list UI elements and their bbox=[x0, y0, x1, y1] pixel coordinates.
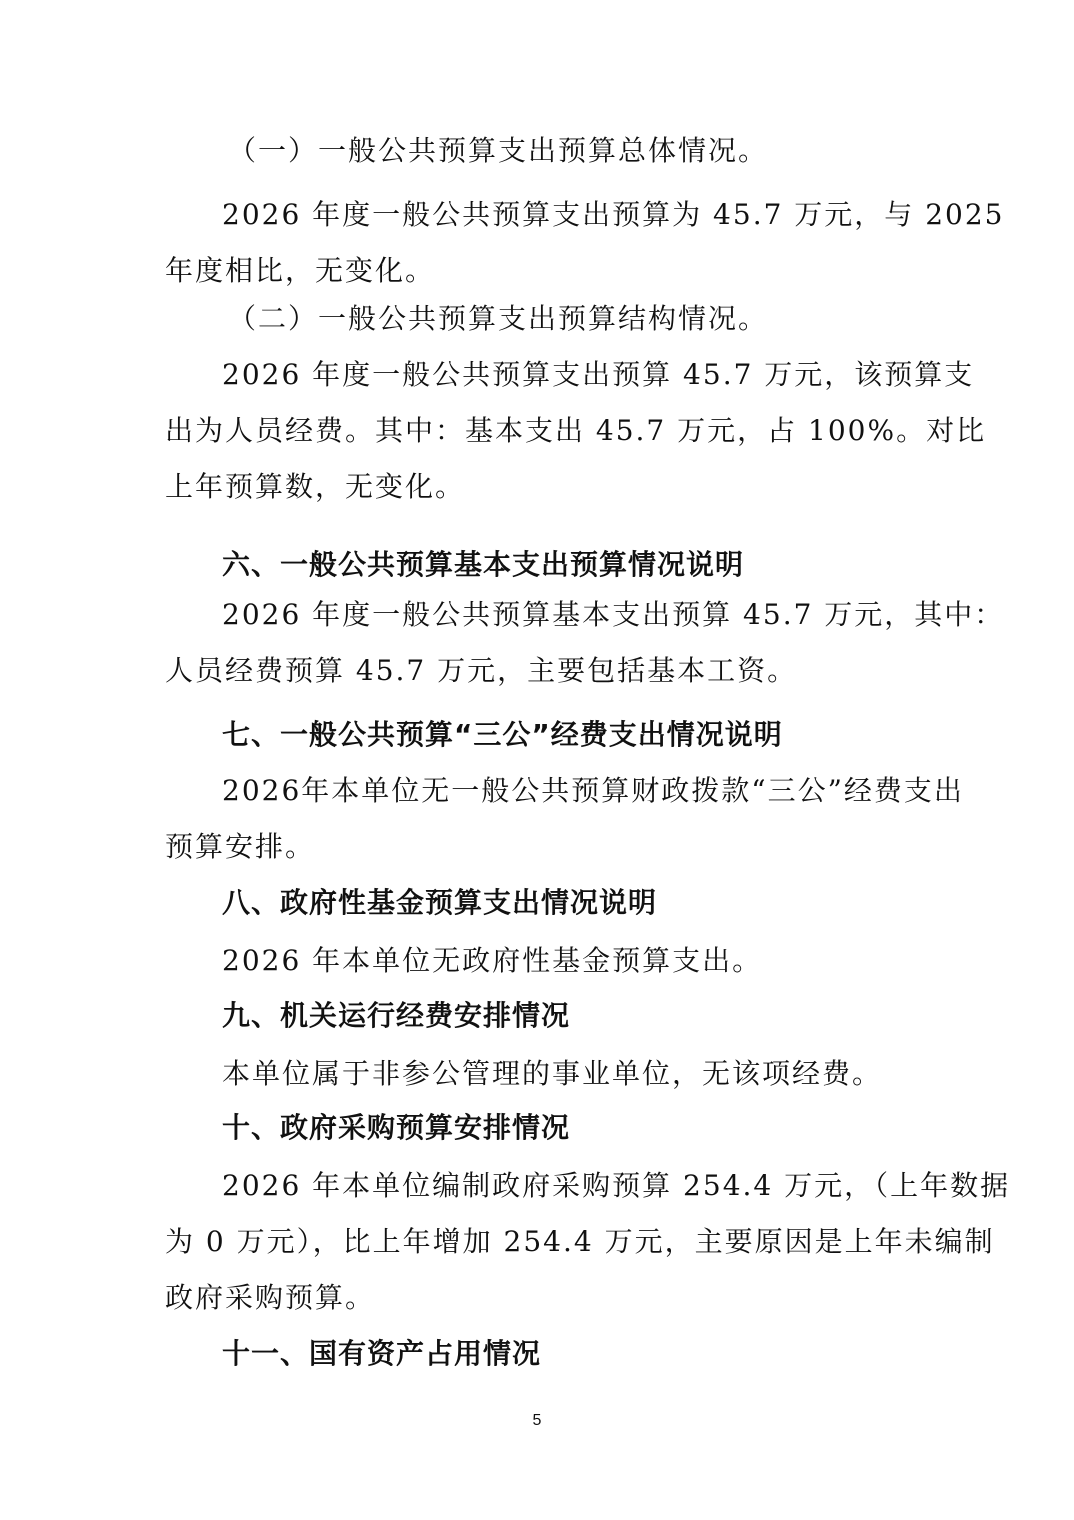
section-heading-three-public: 七、一般公共预算“三公”经费支出情况说明 bbox=[222, 718, 783, 751]
paragraph-line: 2026 年本单位编制政府采购预算 254.4 万元，（上年数据 bbox=[222, 1169, 1011, 1202]
subsection-title-structure: （二）一般公共预算支出预算结构情况。 bbox=[228, 302, 769, 335]
paragraph-line: 为 0 万元），比上年增加 254.4 万元，主要原因是上年未编制 bbox=[165, 1225, 995, 1258]
section-heading-basic-expenditure: 六、一般公共预算基本支出预算情况说明 bbox=[222, 548, 745, 581]
subsection-title-overall: （一）一般公共预算支出预算总体情况。 bbox=[228, 134, 769, 167]
section-heading-fund-budget: 八、政府性基金预算支出情况说明 bbox=[222, 886, 658, 919]
section-heading-procurement: 十、政府采购预算安排情况 bbox=[222, 1111, 571, 1144]
paragraph-line: 年度相比，无变化。 bbox=[165, 254, 436, 287]
paragraph-line: 2026 年度一般公共预算支出预算为 45.7 万元，与 2025 bbox=[222, 198, 1005, 231]
paragraph-line: 2026 年度一般公共预算支出预算 45.7 万元，该预算支 bbox=[222, 358, 975, 391]
paragraph-line: 出为人员经费。其中：基本支出 45.7 万元，占 100%。对比 bbox=[165, 414, 987, 447]
paragraph-line: 上年预算数，无变化。 bbox=[165, 470, 466, 503]
paragraph-line: 本单位属于非参公管理的事业单位，无该项经费。 bbox=[222, 1057, 883, 1090]
page-number: 5 bbox=[532, 1412, 542, 1429]
paragraph-line: 2026 年度一般公共预算基本支出预算 45.7 万元，其中： bbox=[222, 598, 1005, 631]
section-heading-operating-funds: 九、机关运行经费安排情况 bbox=[222, 999, 571, 1032]
paragraph-line: 政府采购预算。 bbox=[165, 1281, 376, 1314]
paragraph-line: 2026 年本单位无政府性基金预算支出。 bbox=[222, 944, 763, 977]
paragraph-line: 预算安排。 bbox=[165, 830, 316, 863]
section-heading-state-assets: 十一、国有资产占用情况 bbox=[222, 1337, 542, 1370]
paragraph-line: 人员经费预算 45.7 万元，主要包括基本工资。 bbox=[165, 654, 798, 687]
paragraph-line: 2026年本单位无一般公共预算财政拨款“三公”经费支出 bbox=[222, 774, 964, 807]
